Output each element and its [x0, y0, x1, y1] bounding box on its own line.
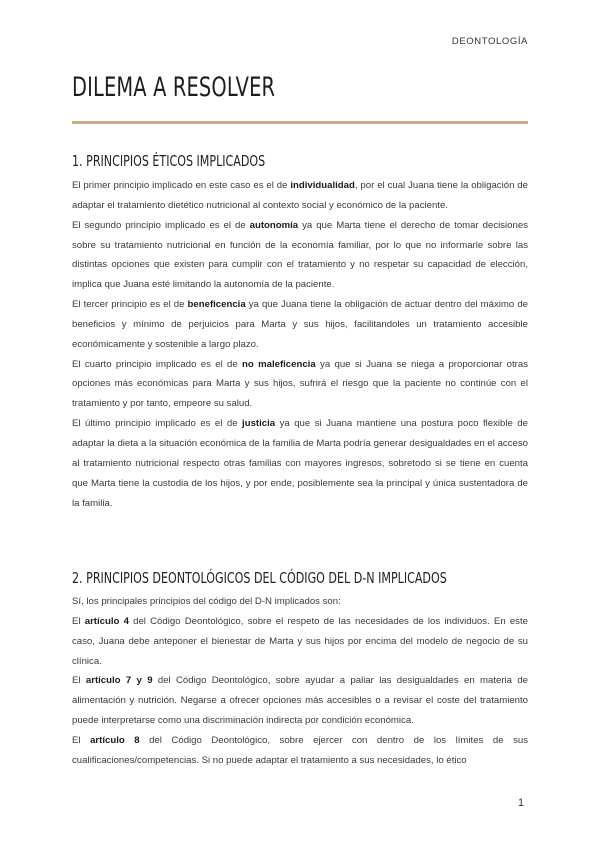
bold-term: no maleficencia [242, 358, 316, 370]
paragraph: El cuarto principio implicado es el de no maleficencia ya que si Juana se niega a proporcionar otras opciones más económicas para Marta y sus hijos, sufrirá el riesgo que la paciente no continúe con el tratamiento y por tanto, empeore su salud. [72, 358, 528, 410]
bold-term: autonomía [249, 219, 299, 231]
paragraph: El último principio implicado es el de justicia ya que si Juana mantiene una postura poco flexible de adaptar la dieta a la situación económica de la familia de Marta podría generar desigualdades en el acceso al tratamiento nutricional respecto otras familias con mayores ingresos, sobretodo si se tiene en cuenta que Marta tiene la custodia de los hijos, y por ende, posiblemente sea la principal y única sustentadora de la familia. [72, 418, 528, 509]
section-1-body [72, 176, 528, 513]
bold-term: artículo 7 y 9 [85, 675, 153, 687]
section-2-heading: 2. PRINCIPIOS DEONTOLÓGICOS DEL CÓDIGO DEL D-N IMPLICADOS [72, 569, 447, 587]
page-title: DILEMA A RESOLVER [72, 72, 276, 103]
bold-term: beneficencia [187, 299, 246, 311]
paragraph: El artículo 8 del Código Deontológico, sobre ejercer con dentro de los límites de sus cualificaciones/competencias. Si no puede adaptar el tratamiento a sus necesidades, lo ético [72, 734, 528, 766]
paragraph: El artículo 4 del Código Deontológico, sobre el respeto de las necesidades de los individuos. En este caso, Juana debe anteponer el bienestar de Marta y sus hijos por encima del modelo de negocio de su clínica. [72, 615, 528, 667]
paragraph: El tercer principio es el de beneficencia ya que Juana tiene la obligación de actuar dentro del máximo de beneficios y mínimo de perjuicios para Marta y sus hijos, facilitandoles un tratamiento accesible económicamente y sostenible a largo plazo. [72, 299, 528, 350]
section-2-body [72, 592, 528, 771]
paragraph: Sí, los principales principios del código del D-N implicados son: [72, 596, 341, 607]
page-number: 1 [518, 797, 525, 809]
bold-term: artículo 4 [84, 615, 129, 627]
paragraph: El primer principio implicado en este caso es el de individualidad, por el cual Juana tiene la obligación de adaptar el tratamiento dietético nutricional al contexto social y económico de la paciente. [72, 180, 528, 211]
title-divider [72, 121, 528, 124]
running-header: DEONTOLOGÍA [451, 36, 528, 47]
bold-term: artículo 8 [90, 734, 140, 746]
bold-term: justicia [242, 418, 276, 430]
section-1-heading: 1. PRINCIPIOS ÉTICOS IMPLICADOS [72, 152, 266, 170]
paragraph: El segundo principio implicado es el de autonomía ya que Marta tiene el derecho de tomar decisiones sobre su tratamiento nutricional en función de la economía familiar, por lo que no informarle sobre las distintas opciones que existen para cumplir con el tratamiento y no respetar su capacidad de elección, implica que Juana esté limitando la autonomía de la paciente. [72, 219, 528, 291]
paragraph: El artículo 7 y 9 del Código Deontológico, sobre ayudar a paliar las desigualdades en materia de alimentación y nutrición. Negarse a ofrecer opciones más accesibles o a revisar el coste del tratamiento puede interpretarse como una discriminación indirecta por condición económica. [72, 675, 528, 727]
bold-term: individualidad [290, 180, 355, 191]
